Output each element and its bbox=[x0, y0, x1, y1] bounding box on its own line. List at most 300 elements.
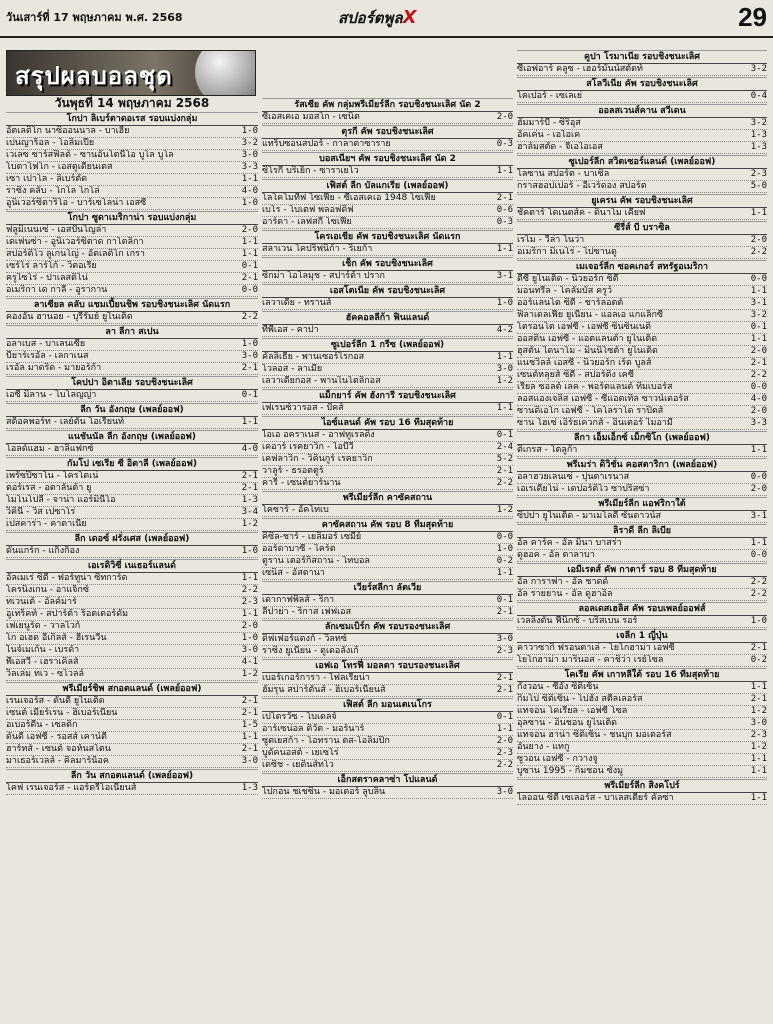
match-teams: คารี่ - เซนต์ยาร์นาน bbox=[262, 478, 341, 488]
competition-section bbox=[262, 338, 513, 388]
match-score: 2-1 bbox=[496, 466, 513, 476]
match-score: 4-0 bbox=[750, 394, 767, 404]
match-row bbox=[517, 322, 767, 334]
competition-title: พรีเมร่า ดิวิชั่น คอสตาริกา (เพลย์ออฟ) bbox=[517, 458, 767, 472]
match-teams: โปกอน ชเชซิน - มอเตอร์ ลูบลิน bbox=[262, 787, 386, 797]
match-row bbox=[517, 511, 767, 523]
match-score: 1-1 bbox=[496, 403, 513, 413]
match-score: 3-3 bbox=[750, 418, 767, 428]
match-score: 2-1 bbox=[241, 363, 258, 373]
competition-title: เอฟเอ โทรฟี่ มอลตา รอบรองชนะเลิศ bbox=[262, 659, 513, 673]
match-row bbox=[6, 720, 258, 732]
match-row bbox=[6, 339, 258, 351]
match-score: 5-2 bbox=[496, 454, 513, 464]
match-teams: ลอสแองเจลิส เอฟซี - ซีแอตเทิล ซาวน์เดอร์ส bbox=[517, 394, 689, 404]
competition-section bbox=[517, 563, 767, 601]
match-row bbox=[6, 249, 258, 261]
match-row bbox=[6, 237, 258, 249]
match-teams: ลีปาย่า - ริกาส เฟฟเอส bbox=[262, 607, 352, 617]
match-teams: ดีซี ยูไนเต็ด - นิวยอร์ก ซิตี้ bbox=[517, 274, 619, 284]
competition-title: แม็กยาร์ คัพ ฮังการี รอบชิงชนะเลิศ bbox=[262, 389, 513, 403]
page-header bbox=[0, 0, 773, 38]
match-score: 1-0 bbox=[241, 633, 258, 643]
match-score: 2-3 bbox=[496, 646, 513, 656]
competition-title: โครเอเชีย คัพ รอบชิงชนะเลิศ นัดแรก bbox=[262, 230, 513, 244]
competition-section bbox=[262, 389, 513, 415]
match-teams: อลาเบส - บาเลนเซีย bbox=[6, 339, 86, 349]
match-teams: ครูไซโร่ - ปาเลสติโน่ bbox=[6, 273, 88, 283]
match-row bbox=[262, 607, 513, 619]
match-row bbox=[517, 130, 767, 142]
match-teams: อัล รายยาน - อัล ดูฮาอิล bbox=[517, 589, 613, 599]
competition-section bbox=[6, 457, 258, 531]
match-score: 1-0 bbox=[496, 544, 513, 554]
match-row bbox=[6, 783, 258, 795]
competition-title: เจลีก 1 ญี่ปุ่น bbox=[517, 629, 767, 643]
match-teams: บูซาน 1995 - กิมชอน ซังมู bbox=[517, 766, 624, 776]
competition-title: พรีเมียร์ลีก คาซัคสถาน bbox=[262, 491, 513, 505]
match-teams: เลวาเดียกอส - พานไนโตลิกอส bbox=[262, 376, 381, 386]
match-score: 2-1 bbox=[496, 685, 513, 695]
competition-title: กัมโป เซเรีย ซี อิตาลี (เพลย์ออฟ) bbox=[6, 457, 258, 471]
competition-section bbox=[517, 260, 767, 430]
match-teams: อูนิเวอร์ซิตาริโอ - บาร์เซโลน่า เอสซี bbox=[6, 198, 147, 208]
match-teams: ซานดิเอโก เอฟซี - โคโลราโด ราปิดส์ bbox=[517, 406, 664, 416]
match-row bbox=[262, 112, 513, 124]
competition-title: คาซัคสถาน คัพ รอบ 8 ทีมสุดท้าย bbox=[262, 518, 513, 532]
match-row bbox=[262, 166, 513, 178]
match-teams: ฮาร์ทส์ - เซนต์ จอห์นสโตน bbox=[6, 744, 111, 754]
match-teams: โยโกฮาม่า มารินอส - คาชิว่า เรย์โซล bbox=[517, 655, 664, 665]
match-score: 2-0 bbox=[750, 406, 767, 416]
match-row bbox=[517, 718, 767, 730]
match-score: 2-1 bbox=[750, 643, 767, 653]
match-teams: เรอัล มาดริด - มายอร์ก้า bbox=[6, 363, 102, 373]
match-score: 1-1 bbox=[750, 754, 767, 764]
match-score: 2-1 bbox=[241, 708, 258, 718]
match-score: 3-0 bbox=[241, 351, 258, 361]
match-row bbox=[262, 139, 513, 151]
match-score: 2-1 bbox=[241, 744, 258, 754]
match-score: 2-0 bbox=[241, 621, 258, 631]
match-teams: ตอร์เรส - อตาลันต้า ยู bbox=[6, 483, 92, 493]
competition-title: สโลวีเนีย คัพ รอบชิงชนะเลิศ bbox=[517, 77, 767, 91]
match-row bbox=[517, 346, 767, 358]
match-row bbox=[6, 273, 258, 285]
competition-section bbox=[517, 779, 767, 805]
match-row bbox=[517, 616, 767, 628]
match-row bbox=[517, 643, 767, 655]
day-heading: วันพุธที่ 14 พฤษภาคม 2568 bbox=[54, 96, 210, 110]
competition-section bbox=[6, 112, 258, 210]
match-score: 3-2 bbox=[750, 64, 767, 74]
competition-section bbox=[262, 698, 513, 772]
competition-section bbox=[517, 602, 767, 628]
match-score: 1-1 bbox=[750, 793, 767, 803]
match-teams: คาวาซากิ ฟรอนตาเล่ - โยโกฮาม่า เอฟซี bbox=[517, 643, 675, 653]
match-score: 3-2 bbox=[241, 138, 258, 148]
match-teams: แทจอน ฮาน่า ซิติเซ็น - ชนบุก มอเตอร์ส bbox=[517, 730, 672, 740]
match-teams: ออสติน เอฟซี - แอตแลนต้า ยูไนเต็ด bbox=[517, 334, 658, 344]
match-row bbox=[6, 351, 258, 363]
match-teams: วิคินี่ - วิส เปซาโร่ bbox=[6, 507, 76, 517]
match-teams: เรียล ซอลต์ เลค - พอร์ตแลนด์ ทิมเบอร์ส bbox=[517, 382, 673, 392]
match-teams: ไอเอ อคราเนส - อาฟทูเรลดิง bbox=[262, 430, 375, 440]
match-teams: ซูตเยสก้า - โอทราน ตส-โอลิมปิก bbox=[262, 736, 390, 746]
match-score: 2-2 bbox=[750, 370, 767, 380]
competition-title: บอสเนียฯ คัพ รอบชิงชนะเลิศ นัด 2 bbox=[262, 152, 513, 166]
match-teams: อาร์เซน่อล ติวัต - มอร์นาร์ bbox=[262, 724, 365, 734]
match-score: 4-0 bbox=[241, 186, 258, 196]
competition-title: เมเจอร์ลีก ซอคเกอร์ สหรัฐอเมริกา bbox=[517, 260, 767, 274]
match-teams: ฮุสตัน ไดนาโม - มินนิโซต้า ยูไนเต็ด bbox=[517, 346, 658, 356]
match-teams: กิมโป ซิติเซ็น - โปฮัง สตีลเลอร์ส bbox=[517, 694, 643, 704]
match-teams: เวลลิงตัน ฟีนิกซ์ - บริสเบน รอร์ bbox=[517, 616, 638, 626]
competition-section bbox=[517, 524, 767, 562]
publication-logo bbox=[338, 6, 416, 30]
match-row bbox=[262, 454, 513, 466]
match-row bbox=[517, 550, 767, 562]
banner-title: สรุปผลบอลชุด bbox=[15, 62, 173, 90]
match-teams: ฮัมรุน สปาร์ตันส์ - ฮิเบอร์เนียนส์ bbox=[262, 685, 386, 695]
match-row bbox=[6, 186, 258, 198]
match-teams: ออร์ดาบาซี่ - ไคร์ต bbox=[262, 544, 336, 554]
match-row bbox=[262, 595, 513, 607]
match-score: 2-1 bbox=[496, 193, 513, 203]
match-row bbox=[517, 682, 767, 694]
competition-title: พรีเมียร์ลีก สิงคโปร์ bbox=[517, 779, 767, 793]
match-teams: เรนเจอร์ส - ดันดี ยูไนเต็ด bbox=[6, 696, 105, 706]
match-row bbox=[262, 544, 513, 556]
match-row bbox=[262, 430, 513, 442]
match-teams: ดันแกร์ก - แก็งก็อง bbox=[6, 546, 80, 556]
match-score: 2-4 bbox=[496, 442, 513, 452]
match-score: 0-0 bbox=[750, 274, 767, 284]
match-row bbox=[6, 621, 258, 633]
match-score: 2-2 bbox=[496, 478, 513, 488]
competition-title: เอมีเรตส์ คัพ กาตาร์ รอบ 8 ทีมสุดท้าย bbox=[517, 563, 767, 577]
match-teams: เซร์โร่ ลาร์โก้ - วิตอเรีย bbox=[6, 261, 97, 271]
match-row bbox=[262, 712, 513, 724]
match-row bbox=[262, 568, 513, 580]
competition-title: ซูเปอร์ลีก สวิตเซอร์แลนด์ (เพลย์ออฟ) bbox=[517, 155, 767, 169]
match-teams: มาเธอร์เวลล์ - คิลมาร์น็อค bbox=[6, 756, 109, 766]
match-row bbox=[262, 724, 513, 736]
match-score: 1-1 bbox=[241, 732, 258, 742]
match-teams: ทเวนเต้ - อัลค์มาร์ bbox=[6, 597, 77, 607]
competition-section bbox=[262, 152, 513, 178]
match-teams: คิซิล-ชาร์ - เยลิมอร์ เซมีย์ bbox=[262, 532, 362, 542]
match-teams: คัลลิเธีย - พานเซอร์ไรกอส bbox=[262, 352, 365, 362]
competition-title: เอสโตเนีย คัพ รอบชิงชนะเลิศ bbox=[262, 284, 513, 298]
match-teams: อัลเมเร่ ซิตี้ - ฟอร์ทูน่า ซิทการ์ด bbox=[6, 573, 128, 583]
match-row bbox=[517, 310, 767, 322]
match-row bbox=[517, 793, 767, 805]
competition-title: ไอซ์แลนด์ คัพ รอบ 16 ทีมสุดท้าย bbox=[262, 416, 513, 430]
match-teams: เคอาร์ เรคยาวิก - ไอบีวี bbox=[262, 442, 354, 452]
match-row bbox=[262, 352, 513, 364]
match-score: 2-0 bbox=[496, 112, 513, 122]
match-score: 0-1 bbox=[241, 261, 258, 271]
page-number: 29 bbox=[738, 2, 767, 32]
match-teams: เพรัซปิซาโน - โครโตเน่ bbox=[6, 471, 99, 481]
match-score: 1-1 bbox=[496, 244, 513, 254]
match-row bbox=[517, 730, 767, 742]
match-score: 2-0 bbox=[496, 736, 513, 746]
match-score: 1-3 bbox=[750, 142, 767, 152]
match-row bbox=[6, 312, 258, 324]
match-score: 2-2 bbox=[750, 247, 767, 257]
match-teams: ติเกรส - โตลูก้า bbox=[517, 445, 578, 455]
competition-section bbox=[517, 104, 767, 154]
competition-section bbox=[517, 629, 767, 667]
match-row bbox=[6, 363, 258, 375]
match-score: 0-0 bbox=[496, 532, 513, 542]
match-score: 2-1 bbox=[241, 483, 258, 493]
competition-section bbox=[6, 298, 258, 324]
match-row bbox=[262, 748, 513, 760]
competition-title: ลีก วัน สกอตแลนด์ (เพลย์ออฟ) bbox=[6, 769, 258, 783]
match-teams: บียาร์เรอัล - เลกาเนส bbox=[6, 351, 89, 361]
competition-section bbox=[517, 458, 767, 496]
match-score: 1-1 bbox=[750, 208, 767, 218]
competition-section bbox=[517, 194, 767, 220]
match-teams: เบโร - โบเตฟ พลอฟดิฟ bbox=[262, 205, 354, 215]
match-score: 1-1 bbox=[750, 766, 767, 776]
match-row bbox=[517, 382, 767, 394]
competition-section bbox=[6, 211, 258, 297]
match-row bbox=[6, 669, 258, 681]
competition-section bbox=[262, 311, 513, 337]
match-row bbox=[262, 760, 513, 772]
match-teams: สปอร์ติโว ลูเกนโญ่ - อัตเลติโก เกรา bbox=[6, 249, 145, 259]
match-score: 1-1 bbox=[750, 286, 767, 296]
match-teams: โคเปอร์ - เซเลเย่ bbox=[517, 91, 582, 101]
match-score: 1-0 bbox=[241, 126, 258, 136]
match-teams: ดูฮอค - อัล ตาลาบา bbox=[517, 550, 595, 560]
match-row bbox=[6, 585, 258, 597]
match-teams: ฮาล์มสตัด - จีเอไอเอส bbox=[517, 142, 603, 152]
competition-title: พรีเมียร์ลีก แอฟริกาใต้ bbox=[517, 497, 767, 511]
competition-title: ลาเซียล คลับ แชมเปี้ยนชิพ รอบชิงชนะเลิศ นัดแรก bbox=[6, 298, 258, 312]
match-score: 3-2 bbox=[750, 310, 767, 320]
match-teams: สต็อคพอร์ท - เลย์ตัน โอเรียนท์ bbox=[6, 417, 125, 427]
match-score: 1-1 bbox=[750, 445, 767, 455]
competition-title: ยูเครน คัพ รอบชิงชนะเลิศ bbox=[517, 194, 767, 208]
competition-section bbox=[262, 125, 513, 151]
competition-title: เช็ก คัพ รอบชิงชนะเลิศ bbox=[262, 257, 513, 271]
match-teams: โอลด์แฮม - ฮาลิแฟกซ์ bbox=[6, 444, 94, 454]
competition-title: ซีรี่ส์ บี บราซิล bbox=[517, 221, 767, 235]
match-teams: อเมริกา มิเนโร่ - ไปซานดู bbox=[517, 247, 617, 257]
match-score: 2-3 bbox=[750, 169, 767, 179]
match-score: 1-3 bbox=[241, 495, 258, 505]
competition-section bbox=[262, 230, 513, 256]
match-teams: สลาเวน โคปริฟนิก้า - ริเยก้า bbox=[262, 244, 373, 254]
match-score: 1-0 bbox=[496, 298, 513, 308]
match-teams: อลาฮวยเลนเซ่ - ปุนตาเรนาส bbox=[517, 472, 630, 482]
match-teams: ซีเอฟอาร์ คลูซ - เฮอร์มันน์สตัดท์ bbox=[517, 64, 643, 74]
match-teams: เรโม - วีล่า โนว่า bbox=[517, 235, 585, 245]
competition-section bbox=[262, 659, 513, 697]
match-score: 2-2 bbox=[241, 585, 258, 595]
match-row bbox=[517, 694, 767, 706]
match-score: 1-1 bbox=[241, 417, 258, 427]
match-row bbox=[6, 198, 258, 210]
match-score: 0-1 bbox=[496, 430, 513, 440]
match-score: 2-2 bbox=[241, 312, 258, 322]
competition-section bbox=[262, 518, 513, 580]
match-row bbox=[6, 471, 258, 483]
match-row bbox=[6, 573, 258, 585]
match-row bbox=[6, 708, 258, 720]
match-score: 2-2 bbox=[750, 589, 767, 599]
match-row bbox=[517, 445, 767, 457]
competition-title: ลิราดี ลีก ลิเบีย bbox=[517, 524, 767, 538]
match-row bbox=[517, 418, 767, 430]
match-teams: ดันดี เอฟซี - รอสส์ เคาน์ตี้ bbox=[6, 732, 107, 742]
match-score: 3-1 bbox=[750, 511, 767, 521]
section-banner bbox=[6, 50, 256, 96]
match-score: 2-1 bbox=[241, 696, 258, 706]
match-teams: ออร์แลนโด ซิตี้ - ชาร์ลอตต์ bbox=[517, 298, 624, 308]
match-row bbox=[6, 495, 258, 507]
match-row bbox=[262, 376, 513, 388]
match-row bbox=[262, 634, 513, 646]
match-score: 0-2 bbox=[750, 655, 767, 665]
match-score: 1-1 bbox=[496, 352, 513, 362]
match-row bbox=[6, 732, 258, 744]
match-row bbox=[262, 505, 513, 517]
match-score: 2-0 bbox=[750, 346, 767, 356]
match-teams: กราสฮอปเปอร์ - อีเวร์ดอง สปอร์ต bbox=[517, 181, 647, 191]
match-teams: ไนจ์เมเก้น - เบรด้า bbox=[6, 645, 80, 655]
match-row bbox=[517, 334, 767, 346]
match-row bbox=[517, 538, 767, 550]
match-score: 3-0 bbox=[241, 756, 258, 766]
match-teams: เซนิส - อัสตานา bbox=[262, 568, 325, 578]
match-row bbox=[262, 466, 513, 478]
competition-title: เอ็กสตราคลาซ่า โปแลนด์ bbox=[262, 773, 513, 787]
match-teams: เคฟลาวิก - วิคินกูร์ เรคยาวิก bbox=[262, 454, 373, 464]
match-score: 3-0 bbox=[241, 150, 258, 160]
match-score: 3-0 bbox=[241, 645, 258, 655]
match-score: 4-0 bbox=[241, 444, 258, 454]
match-row bbox=[517, 472, 767, 484]
match-score: 0-1 bbox=[496, 595, 513, 605]
match-teams: ซิกม่า โอโลมุช - สปาร์ต้า ปราก bbox=[262, 271, 385, 281]
competition-section bbox=[262, 257, 513, 283]
match-row bbox=[517, 208, 767, 220]
match-score: 1-0 bbox=[241, 339, 258, 349]
match-row bbox=[517, 406, 767, 418]
match-row bbox=[262, 478, 513, 490]
competition-title: เฟิสต์ ลีก มอนเตเนโกร bbox=[262, 698, 513, 712]
match-teams: ซิโรกี้ บริเย็ก - ซาราเยโว bbox=[262, 166, 359, 176]
match-score: 1-2 bbox=[496, 505, 513, 515]
match-teams: อเมริกา เด กาลี - อูรากาน bbox=[6, 285, 108, 295]
match-row bbox=[517, 142, 767, 154]
match-teams: เดากาฟพิลส์ - ริกา bbox=[262, 595, 335, 605]
match-score: 3-4 bbox=[241, 507, 258, 517]
match-score: 1-1 bbox=[496, 568, 513, 578]
match-teams: เปนญาร็อล - โอลิมเปีย bbox=[6, 138, 95, 148]
match-row bbox=[262, 787, 513, 799]
match-score: 1-1 bbox=[241, 249, 258, 259]
competition-section bbox=[6, 559, 258, 681]
match-row bbox=[6, 483, 258, 495]
match-score: 1-1 bbox=[241, 174, 258, 184]
competition-section bbox=[517, 668, 767, 778]
competition-title: ลีกา เอ็มเอ็กซ์ เม็กซิโก (เพลย์ออฟ) bbox=[517, 431, 767, 445]
match-score: 2-0 bbox=[750, 235, 767, 245]
match-score: 1-1 bbox=[750, 682, 767, 692]
match-teams: เดซิช - เยดินส์ทโว bbox=[262, 760, 334, 770]
match-row bbox=[262, 325, 513, 337]
match-teams: อัตเลติโก นาซิออนนาล - บาเฮีย bbox=[6, 126, 130, 136]
match-teams: โครนิงเกน - อาแจ็กซ์ bbox=[6, 585, 89, 595]
match-score: 1-2 bbox=[241, 669, 258, 679]
header-date: วันเสาร์ที่ 17 พฤษภาคม พ.ศ. 2568 bbox=[6, 11, 183, 24]
match-teams: มอนทรีล - โคลัมบัส ครูว์ bbox=[517, 286, 613, 296]
competition-section bbox=[6, 403, 258, 429]
match-score: 2-0 bbox=[241, 225, 258, 235]
competition-section bbox=[262, 179, 513, 229]
match-score: 1-0 bbox=[241, 198, 258, 208]
match-row bbox=[6, 285, 258, 297]
match-teams: คองอัน ฮานอย - บุรีรัมย์ ยูไนเต็ด bbox=[6, 312, 133, 322]
match-row bbox=[517, 298, 767, 310]
match-teams: ฮัมมาร์บี้ - ซิริอุส bbox=[517, 118, 581, 128]
match-row bbox=[262, 685, 513, 697]
match-teams: ดิฟเฟอร์แดงก์ - วิลทซ์ bbox=[262, 634, 347, 644]
match-row bbox=[6, 126, 258, 138]
match-score: 1-2 bbox=[750, 742, 767, 752]
match-teams: แทร็บซอนสปอร์ - กาลาตาซาราย bbox=[262, 139, 391, 149]
competition-section bbox=[6, 325, 258, 375]
match-row bbox=[262, 403, 513, 415]
match-row bbox=[262, 244, 513, 256]
match-score: 1-2 bbox=[750, 706, 767, 716]
match-teams: โลซาน สปอร์ต - บาเซิล bbox=[517, 169, 610, 179]
match-teams: โตรอนโต เอฟซี - เอฟซี ซินซินเนติ bbox=[517, 322, 651, 332]
match-score: 2-1 bbox=[496, 673, 513, 683]
competition-section bbox=[262, 581, 513, 619]
match-teams: เซนต์หลุยส์ ซิตี้ - สปอร์ติ้ง เคซี bbox=[517, 370, 634, 380]
match-teams: อุลซาน - อินชอน ยูไนเต็ด bbox=[517, 718, 618, 728]
match-score: 3-0 bbox=[496, 364, 513, 374]
competition-title: ลีก เดอซ์ ฝรั่งเศส (เพลย์ออฟ) bbox=[6, 532, 258, 546]
match-score: 0-1 bbox=[241, 390, 258, 400]
match-teams: เปสคาร่า - คาตาเนีย bbox=[6, 519, 87, 529]
match-row bbox=[262, 673, 513, 685]
match-teams: วิลเล่ม ทเว - ซโวลล์ bbox=[6, 669, 85, 679]
match-row bbox=[6, 597, 258, 609]
competition-section bbox=[517, 155, 767, 193]
match-score: 1-2 bbox=[241, 519, 258, 529]
match-row bbox=[517, 247, 767, 259]
match-teams: บูดัคนอสต์ - เยเซโร่ bbox=[262, 748, 339, 758]
match-row bbox=[517, 394, 767, 406]
match-score: 0-6 bbox=[496, 205, 513, 215]
match-score: 0-1 bbox=[750, 322, 767, 332]
competition-section bbox=[517, 77, 767, 103]
match-score: 1-0 bbox=[750, 616, 767, 626]
match-score: 1-3 bbox=[241, 783, 258, 793]
match-teams: โคซาร์ - อัคโทเบ bbox=[262, 505, 329, 515]
match-teams: เบอร์เกอร์การา - ไฟลเรียน่า bbox=[262, 673, 370, 683]
match-teams: อัล คาร์ค - อัล มินา บาสร่า bbox=[517, 538, 622, 548]
